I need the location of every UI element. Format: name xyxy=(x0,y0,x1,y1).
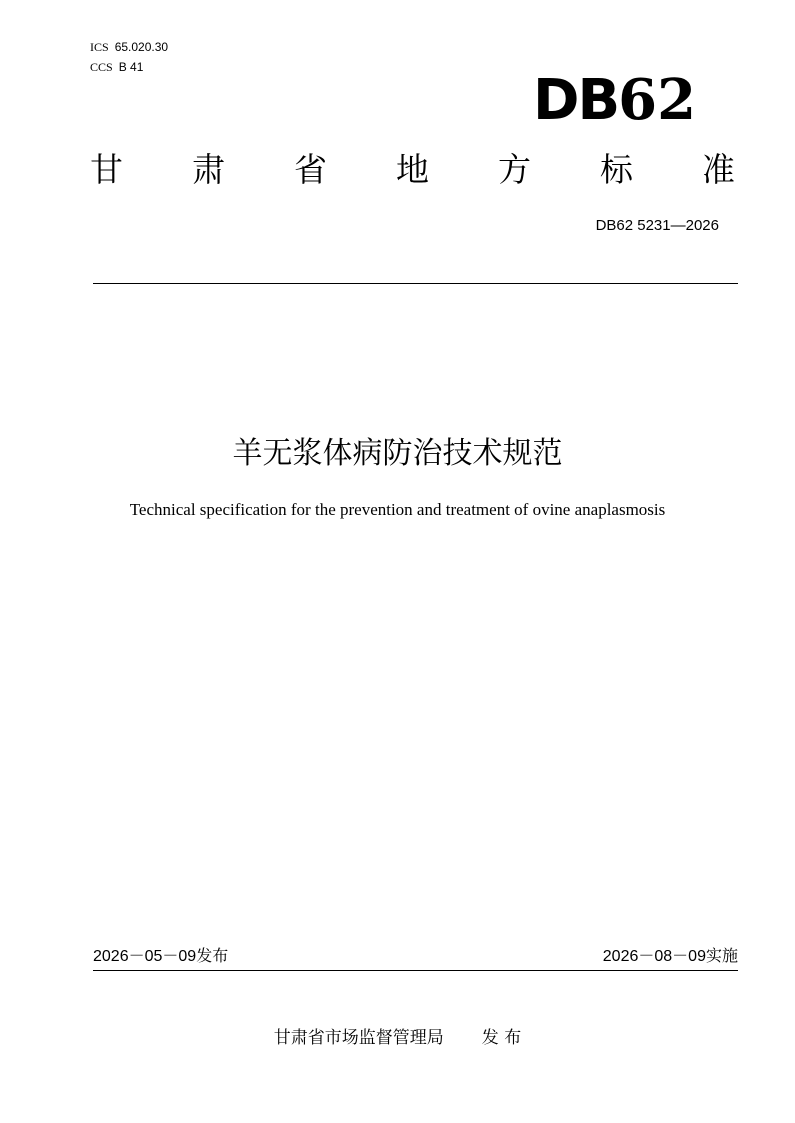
standard-type-heading xyxy=(90,150,735,190)
ics-label: ICS xyxy=(90,40,109,54)
title-english: Technical specification for the prevention and treatment of ovine anaplasmosis xyxy=(129,500,666,519)
standard-type-char: 准 xyxy=(702,150,735,189)
implement-date: 2026－08－09 xyxy=(602,948,706,965)
standard-number: DB62 5231—2026 xyxy=(595,217,719,234)
issue-label: 发布 xyxy=(196,946,229,965)
db-logo-prefix: DB xyxy=(533,68,619,133)
standard-type-char: 方 xyxy=(498,150,531,189)
footer-divider xyxy=(93,970,738,971)
issuer-action: 发 布 xyxy=(481,1028,522,1048)
implement-date-line xyxy=(603,945,738,968)
issue-date-line xyxy=(93,945,228,968)
ics-code-line xyxy=(90,40,168,54)
ics-code: 65.020.30 xyxy=(114,40,169,54)
db-logo xyxy=(533,67,697,133)
standard-type-char: 肃 xyxy=(192,150,225,189)
standard-type-char: 甘 xyxy=(90,150,123,189)
standard-type-char: 标 xyxy=(600,150,633,189)
ccs-code-line xyxy=(90,60,143,74)
ccs-label: CCS xyxy=(90,60,113,74)
db-logo-number: 62 xyxy=(618,67,697,133)
issuer-line xyxy=(0,1026,795,1050)
standard-type-char: 省 xyxy=(294,150,327,189)
title-chinese: 羊无浆体病防治技术规范 xyxy=(232,436,563,471)
header-divider xyxy=(93,283,738,284)
implement-label: 实施 xyxy=(705,946,738,965)
standard-type-char: 地 xyxy=(396,150,429,189)
ccs-code: B 41 xyxy=(118,60,144,74)
issuer-name: 甘肃省市场监督管理局 xyxy=(273,1028,444,1048)
issue-date: 2026－05－09 xyxy=(93,948,197,965)
